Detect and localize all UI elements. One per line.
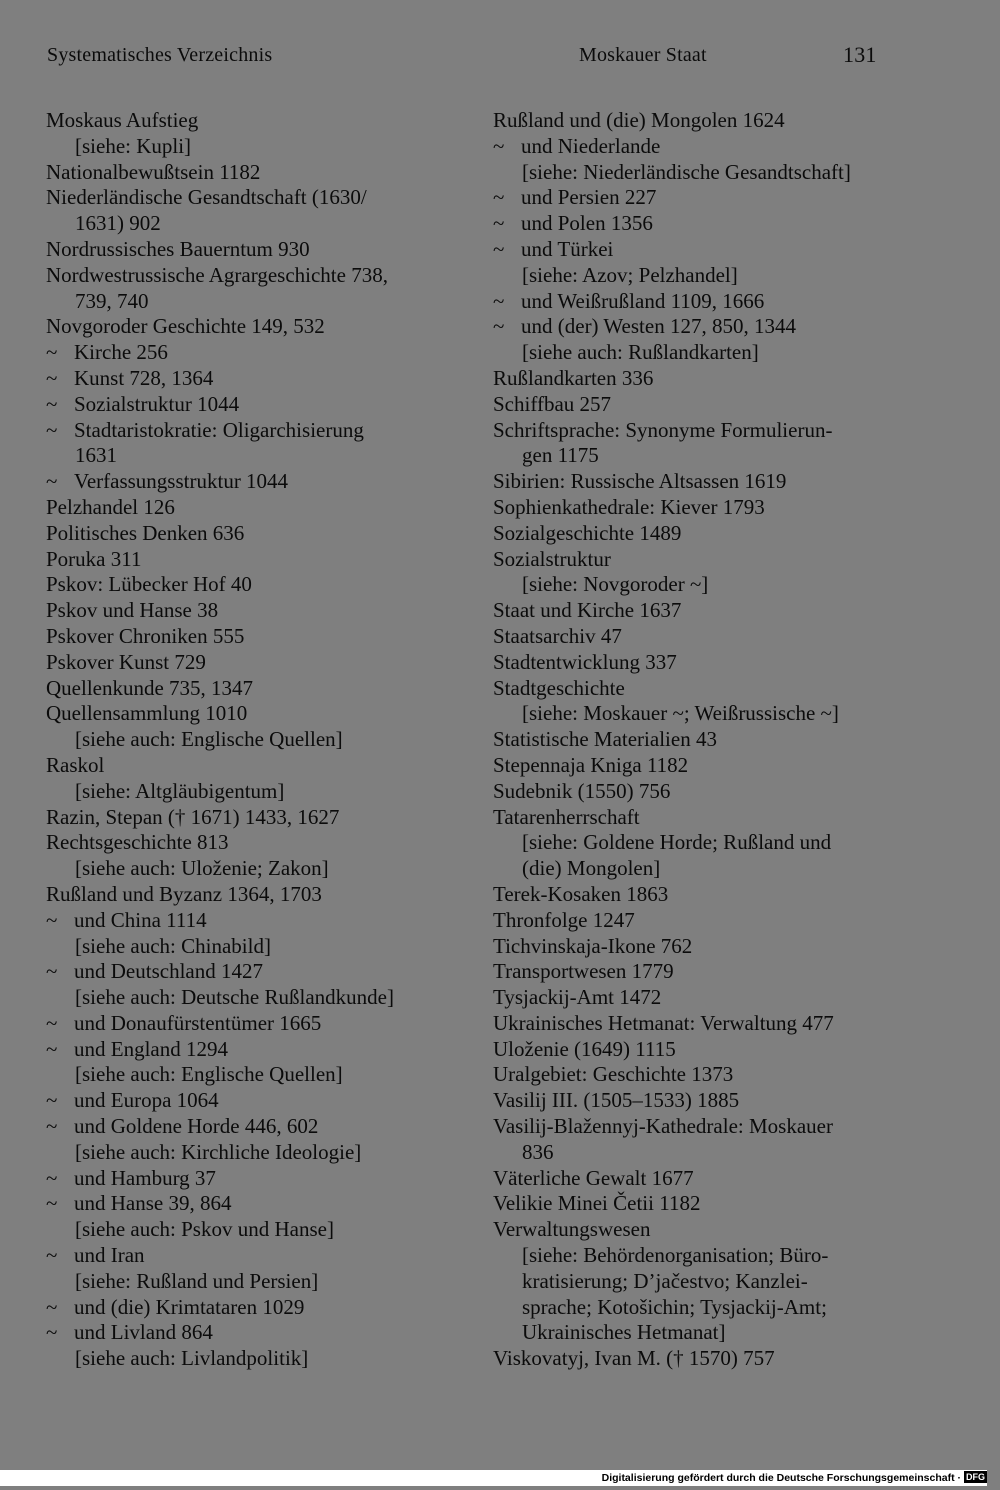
index-entry-text: und Livland 864 — [74, 1320, 213, 1345]
index-entry-text: [siehe auch: Englische Quellen] — [75, 1062, 343, 1087]
digitization-footer — [0, 1470, 987, 1486]
index-entry — [493, 211, 933, 237]
tilde-mark: ~ — [493, 314, 505, 339]
index-entry-text: Uloženie (1649) 1115 — [493, 1036, 676, 1061]
index-entry — [46, 1243, 466, 1269]
index-entry — [493, 701, 933, 727]
page-number: 131 — [843, 42, 877, 67]
tilde-mark: ~ — [46, 1191, 58, 1216]
index-entry — [46, 624, 466, 650]
index-entry — [46, 1140, 466, 1166]
index-entry-text: Verwaltungswesen — [493, 1217, 651, 1242]
index-entry-text: und Donaufürstentümer 1665 — [74, 1010, 322, 1035]
index-entry — [46, 443, 466, 469]
index-entry — [46, 108, 466, 134]
index-entry-text: Sophienkathedrale: Kiever 1793 — [493, 494, 765, 519]
index-entry-text: [siehe auch: Livlandpolitik] — [75, 1346, 309, 1371]
index-entry-text: Sozialstruktur — [493, 546, 611, 571]
index-entry — [46, 959, 466, 985]
index-entry — [46, 366, 466, 392]
index-entry-text: kratisierung; D’jačestvo; Kanzlei- — [522, 1268, 808, 1293]
index-entry — [493, 237, 933, 263]
tilde-mark: ~ — [46, 1036, 58, 1061]
index-entry-text: Rußlandkarten 336 — [493, 365, 654, 390]
index-entry-text: und Goldene Horde 446, 602 — [74, 1114, 319, 1139]
index-entry-text: Novgoroder Geschichte 149, 532 — [46, 314, 325, 339]
index-entry — [46, 805, 466, 831]
tilde-mark: ~ — [46, 1114, 58, 1139]
index-entry — [46, 1011, 466, 1037]
index-entry — [493, 727, 933, 753]
index-entry — [46, 289, 466, 315]
index-entry — [493, 418, 933, 444]
index-entry-text: Sibirien: Russische Altsassen 1619 — [493, 469, 787, 494]
index-entry — [493, 1191, 933, 1217]
index-entry — [493, 1269, 933, 1295]
index-entry — [46, 340, 466, 366]
index-entry — [493, 753, 933, 779]
index-entry — [46, 676, 466, 702]
index-entry — [493, 1088, 933, 1114]
index-entry-text: (die) Mongolen] — [522, 856, 661, 881]
tilde-mark: ~ — [46, 1165, 58, 1190]
index-entry-text: Tatarenherrschaft — [493, 804, 640, 829]
index-entry-text: Politisches Denken 636 — [46, 520, 245, 545]
index-entry — [46, 1269, 466, 1295]
index-entry — [493, 340, 933, 366]
index-entry-text: Sozialgeschichte 1489 — [493, 520, 682, 545]
index-entry-text: Quellensammlung 1010 — [46, 701, 248, 726]
index-entry — [493, 1037, 933, 1063]
index-entry — [493, 185, 933, 211]
index-entry-text: Stadtgeschichte — [493, 675, 625, 700]
index-entry — [46, 572, 466, 598]
tilde-mark: ~ — [46, 365, 58, 390]
index-entry-text: Statistische Materialien 43 — [493, 727, 717, 752]
index-entry-text: Velikie Minei Četii 1182 — [493, 1191, 701, 1216]
index-entry-text: Viskovatyj, Ivan M. († 1570) 757 — [493, 1346, 775, 1371]
index-entry-text: Väterliche Gewalt 1677 — [493, 1165, 694, 1190]
index-entry — [46, 469, 466, 495]
index-entry-text: Pskover Chroniken 555 — [46, 623, 245, 648]
tilde-mark: ~ — [46, 1010, 58, 1035]
tilde-mark: ~ — [46, 340, 58, 365]
tilde-mark: ~ — [46, 1243, 58, 1268]
index-entry — [46, 598, 466, 624]
index-entry — [46, 1295, 466, 1321]
index-entry — [493, 1320, 933, 1346]
index-entry-text: Thronfolge 1247 — [493, 907, 635, 932]
index-entry-text: [siehe: Niederländische Gesandtschaft] — [522, 159, 851, 184]
footer-text: Digitalisierung gefördert durch die Deutsche Forschungsgemeinschaft · — [601, 1472, 961, 1484]
index-entry — [493, 1346, 933, 1372]
index-entry-text: Nordrussisches Bauerntum 930 — [46, 236, 310, 261]
tilde-mark: ~ — [46, 907, 58, 932]
index-entry — [493, 134, 933, 160]
index-entry-text: Sozialstruktur 1044 — [74, 391, 240, 416]
index-entry — [46, 160, 466, 186]
index-entry-text: und Türkei — [521, 236, 614, 261]
index-entry-text: Terek-Kosaken 1863 — [493, 881, 669, 906]
index-entry — [46, 882, 466, 908]
index-entry — [493, 1295, 933, 1321]
running-head-section: Moskauer Staat — [579, 44, 707, 66]
index-entry-text: [siehe: Rußland und Persien] — [75, 1268, 319, 1293]
index-entry — [493, 624, 933, 650]
index-entry-text: Stadtentwicklung 337 — [493, 649, 677, 674]
index-entry — [493, 805, 933, 831]
index-entry-text: Stepennaja Kniga 1182 — [493, 752, 689, 777]
index-column-left — [46, 108, 466, 1372]
index-entry — [493, 908, 933, 934]
index-entry-text: und (die) Krimtataren 1029 — [74, 1294, 305, 1319]
index-entry — [46, 418, 466, 444]
tilde-mark: ~ — [46, 959, 58, 984]
index-entry-text: [siehe: Altgläubigentum] — [75, 778, 285, 803]
index-entry — [46, 830, 466, 856]
index-entry-text: [siehe: Moskauer ~; Weißrussische ~] — [522, 701, 839, 726]
index-entry-text: und Niederlande — [521, 133, 661, 158]
index-entry-text: Vasilij III. (1505–1533) 1885 — [493, 1088, 740, 1113]
index-entry-text: [siehe: Behördenorganisation; Büro- — [522, 1243, 829, 1268]
tilde-mark: ~ — [46, 1320, 58, 1345]
index-entry — [46, 495, 466, 521]
index-entry — [493, 934, 933, 960]
index-entry-text: und Europa 1064 — [74, 1088, 219, 1113]
index-entry — [493, 160, 933, 186]
index-entry-text: und (der) Westen 127, 850, 1344 — [521, 314, 796, 339]
index-entry — [493, 521, 933, 547]
index-entry — [493, 959, 933, 985]
index-entry-text: Sudebnik (1550) 756 — [493, 778, 671, 803]
index-entry-text: Moskaus Aufstieg — [46, 108, 199, 132]
index-entry-text: Kunst 728, 1364 — [74, 365, 214, 390]
index-entry-text: Kirche 256 — [74, 340, 168, 365]
index-entry-text: und Hamburg 37 — [74, 1165, 216, 1190]
index-entry — [493, 547, 933, 573]
index-entry — [493, 1011, 933, 1037]
index-entry-text: Pelzhandel 126 — [46, 494, 175, 519]
index-entry — [46, 753, 466, 779]
dfg-logo: DFG — [966, 1472, 985, 1482]
index-entry-text: Pskov: Lübecker Hof 40 — [46, 572, 252, 597]
index-entry — [46, 1088, 466, 1114]
tilde-mark: ~ — [493, 288, 505, 313]
index-entry — [46, 185, 466, 211]
index-entry-text: Poruka 311 — [46, 546, 142, 571]
index-entry-text: Rußland und (die) Mongolen 1624 — [493, 108, 785, 132]
tilde-mark: ~ — [46, 469, 58, 494]
index-entry — [46, 727, 466, 753]
index-entry — [493, 289, 933, 315]
index-entry-text: sprache; Kotošichin; Tysjackij-Amt; — [522, 1294, 827, 1319]
index-entry — [493, 1166, 933, 1192]
index-entry — [46, 314, 466, 340]
tilde-mark: ~ — [493, 133, 505, 158]
index-entry — [46, 1062, 466, 1088]
index-entry-text: 739, 740 — [75, 288, 149, 313]
index-entry-text: Tichvinskaja-Ikone 762 — [493, 933, 693, 958]
index-entry-text: Staatsarchiv 47 — [493, 623, 622, 648]
index-entry-text: 836 — [522, 1139, 554, 1164]
index-entry — [46, 547, 466, 573]
index-entry — [46, 1114, 466, 1140]
tilde-mark: ~ — [46, 417, 58, 442]
index-entry — [46, 1346, 466, 1372]
index-entry-text: Staat und Kirche 1637 — [493, 598, 682, 623]
index-entry-text: [siehe: Goldene Horde; Rußland und — [522, 830, 832, 855]
index-entry-text: Transportwesen 1779 — [493, 959, 674, 984]
index-entry — [493, 1114, 933, 1140]
index-entry — [493, 882, 933, 908]
index-entry — [46, 908, 466, 934]
index-entry-text: Pskov und Hanse 38 — [46, 598, 219, 623]
index-entry-text: Schiffbau 257 — [493, 391, 612, 416]
index-entry-text: [siehe auch: Englische Quellen] — [75, 727, 343, 752]
index-entry-text: Stadtaristokratie: Oligarchisierung — [74, 417, 364, 442]
index-entry — [46, 392, 466, 418]
index-entry — [493, 830, 933, 856]
index-entry-text: Vasilij-Blažennyj-Kathedrale: Moskauer — [493, 1114, 833, 1139]
index-entry — [493, 572, 933, 598]
tilde-mark: ~ — [493, 185, 505, 210]
index-entry — [493, 108, 933, 134]
index-entry-text: Ukrainisches Hetmanat] — [522, 1320, 726, 1345]
index-entry — [493, 495, 933, 521]
index-entry-text: [siehe: Kupli] — [75, 133, 192, 158]
index-entry — [493, 856, 933, 882]
index-entry-text: [siehe auch: Rußlandkarten] — [522, 340, 759, 365]
index-entry — [46, 237, 466, 263]
index-entry — [46, 134, 466, 160]
tilde-mark: ~ — [46, 391, 58, 416]
tilde-mark: ~ — [493, 211, 505, 236]
index-entry-text: gen 1175 — [522, 443, 599, 468]
index-entry — [493, 985, 933, 1011]
index-entry — [493, 263, 933, 289]
index-entry-text: und Weißrußland 1109, 1666 — [521, 288, 765, 313]
index-entry-text: Niederländische Gesandtschaft (1630/ — [46, 185, 367, 210]
index-entry — [493, 650, 933, 676]
index-entry-text: [siehe: Azov; Pelzhandel] — [522, 262, 738, 287]
index-entry — [46, 934, 466, 960]
index-entry — [493, 1217, 933, 1243]
index-entry-text: Pskover Kunst 729 — [46, 649, 206, 674]
index-entry — [46, 650, 466, 676]
index-entry — [493, 1243, 933, 1269]
index-entry-text: 1631) 902 — [75, 211, 161, 236]
index-entry — [46, 985, 466, 1011]
index-entry — [46, 1217, 466, 1243]
index-entry-text: Ukrainisches Hetmanat: Verwaltung 477 — [493, 1010, 834, 1035]
index-entry-text: Rechtsgeschichte 813 — [46, 830, 229, 855]
index-entry-text: [siehe auch: Kirchliche Ideologie] — [75, 1139, 362, 1164]
index-entry — [493, 392, 933, 418]
index-entry-text: und China 1114 — [74, 907, 207, 932]
index-entry — [46, 263, 466, 289]
index-entry — [493, 443, 933, 469]
index-entry-text: Razin, Stepan († 1671) 1433, 1627 — [46, 804, 340, 829]
index-entry — [46, 1166, 466, 1192]
index-entry-text: und Deutschland 1427 — [74, 959, 263, 984]
index-entry — [493, 676, 933, 702]
index-entry — [493, 366, 933, 392]
index-entry — [46, 856, 466, 882]
index-entry-text: Nationalbewußtsein 1182 — [46, 159, 261, 184]
index-entry — [493, 1062, 933, 1088]
tilde-mark: ~ — [46, 1294, 58, 1319]
tilde-mark: ~ — [493, 236, 505, 261]
index-entry-text: und Polen 1356 — [521, 211, 653, 236]
index-entry — [46, 701, 466, 727]
index-entry — [46, 521, 466, 547]
index-entry-text: [siehe auch: Uloženie; Zakon] — [75, 856, 329, 881]
index-entry-text: Uralgebiet: Geschichte 1373 — [493, 1062, 734, 1087]
index-entry-text: [siehe: Novgoroder ~] — [522, 572, 709, 597]
running-head-left: Systematisches Verzeichnis — [47, 44, 273, 66]
index-entry — [493, 1140, 933, 1166]
index-entry-text: Rußland und Byzanz 1364, 1703 — [46, 881, 322, 906]
index-entry — [46, 779, 466, 805]
index-entry-text: Raskol — [46, 752, 105, 777]
index-entry-text: Tysjackij-Amt 1472 — [493, 985, 662, 1010]
tilde-mark: ~ — [46, 1088, 58, 1113]
index-entry-text: Quellenkunde 735, 1347 — [46, 675, 254, 700]
index-entry — [46, 1191, 466, 1217]
index-entry-text: [siehe auch: Chinabild] — [75, 933, 271, 958]
index-entry — [493, 314, 933, 340]
index-entry-text: Verfassungsstruktur 1044 — [74, 469, 289, 494]
index-entry-text: 1631 — [75, 443, 117, 468]
index-entry-text: und Hanse 39, 864 — [74, 1191, 232, 1216]
index-entry-text: und England 1294 — [74, 1036, 228, 1061]
index-entry — [493, 469, 933, 495]
index-entry-text: [siehe auch: Pskov und Hanse] — [75, 1217, 334, 1242]
index-entry — [493, 779, 933, 805]
index-entry-text: Nordwestrussische Agrargeschichte 738, — [46, 262, 388, 287]
index-entry — [493, 598, 933, 624]
index-entry-text: und Iran — [74, 1243, 145, 1268]
index-entry — [46, 211, 466, 237]
index-entry-text: [siehe auch: Deutsche Rußlandkunde] — [75, 985, 394, 1010]
index-entry — [46, 1320, 466, 1346]
index-entry — [46, 1037, 466, 1063]
index-column-right — [493, 108, 933, 1372]
index-entry-text: und Persien 227 — [521, 185, 657, 210]
index-entry-text: Schriftsprache: Synonyme Formulierun- — [493, 417, 833, 442]
